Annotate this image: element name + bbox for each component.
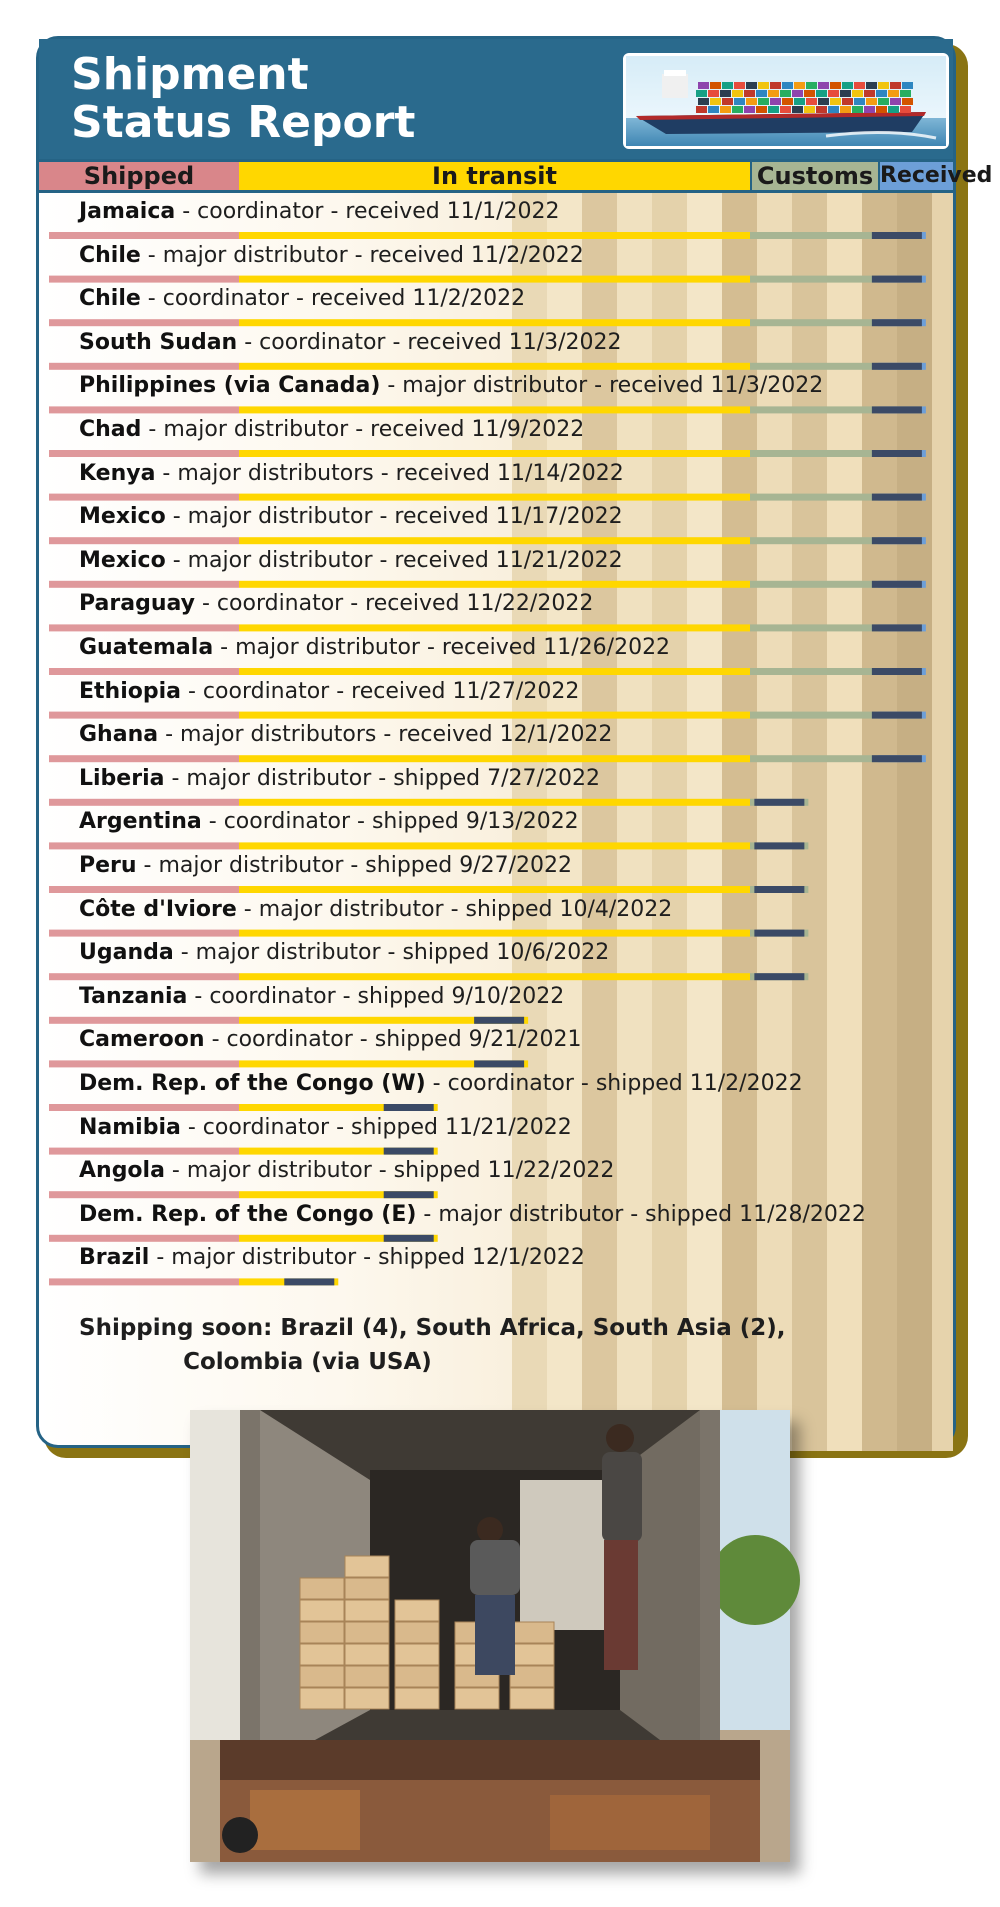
bar-position-marker	[284, 1278, 334, 1285]
bar-in-transit-segment	[239, 886, 750, 893]
cardboard-box	[395, 1688, 439, 1709]
bar-position-marker	[872, 755, 922, 762]
cardboard-box	[300, 1600, 344, 1621]
ship-container	[732, 90, 743, 97]
shipment-progress-bar	[49, 450, 926, 457]
shipment-row-label	[79, 1158, 614, 1183]
bar-customs-segment	[750, 537, 878, 544]
bar-position-marker	[384, 1148, 434, 1155]
bar-in-transit-segment	[239, 319, 750, 326]
ship-container	[900, 106, 911, 113]
shipment-progress-bar	[49, 319, 926, 326]
shipment-progress-bar	[49, 624, 926, 631]
bar-position-marker	[754, 930, 804, 937]
ship-container	[852, 106, 863, 113]
ship-container	[756, 90, 767, 97]
row-detail: - coordinator - shipped 9/13/2022	[201, 809, 579, 835]
shipment-row-label	[79, 199, 560, 224]
bar-customs-segment	[750, 668, 878, 675]
row-detail: - coordinator - shipped 9/21/2021	[204, 1027, 582, 1053]
ship-container	[710, 98, 721, 105]
row-detail: - coordinator - received 11/3/2022	[237, 329, 622, 355]
ship-container	[804, 90, 815, 97]
shipment-progress-bar	[49, 363, 926, 370]
bar-position-marker	[872, 232, 922, 239]
shipment-row-label	[79, 1115, 572, 1140]
shipment-progress-bar	[49, 1191, 438, 1198]
bar-position-marker	[754, 973, 804, 980]
row-detail: - major distributor - received 11/17/2022	[165, 504, 623, 530]
bar-position-marker	[872, 319, 922, 326]
bar-position-marker	[384, 1191, 434, 1198]
shipment-progress-bar	[49, 494, 926, 501]
cardboard-box	[510, 1622, 554, 1643]
cardboard-box	[345, 1688, 389, 1709]
shipment-row-label	[79, 766, 600, 791]
row-country: Mexico	[79, 547, 166, 573]
ship-container	[830, 98, 841, 105]
shipment-row-label	[79, 897, 672, 922]
bar-position-marker	[384, 1104, 434, 1111]
bar-shipped-segment	[49, 494, 239, 501]
shipment-row-label	[79, 373, 823, 398]
row-country: Kenya	[79, 460, 156, 486]
bar-in-transit-segment	[239, 799, 750, 806]
bar-in-transit-segment	[239, 406, 750, 413]
bar-in-transit-segment	[239, 624, 750, 631]
shipment-row-label	[79, 1245, 585, 1270]
shipment-row-label	[79, 591, 593, 616]
shipment-progress-bar	[49, 973, 808, 980]
bar-position-marker	[872, 363, 922, 370]
ship-container	[782, 82, 793, 89]
shipment-progress-bar	[49, 930, 808, 937]
shipment-progress-bar	[49, 1060, 528, 1067]
shipment-row-label	[79, 417, 584, 442]
ship-container	[722, 82, 733, 89]
cardboard-box	[300, 1622, 344, 1643]
cardboard-box	[395, 1666, 439, 1687]
ship-container	[708, 90, 719, 97]
ship-container	[900, 90, 911, 97]
shipment-row-label	[79, 809, 579, 834]
ship-container	[756, 106, 767, 113]
stage-header-row	[39, 159, 993, 193]
bar-customs-segment	[750, 406, 878, 413]
bar-shipped-segment	[49, 1191, 239, 1198]
bar-shipped-segment	[49, 319, 239, 326]
row-country: Chile	[79, 286, 141, 312]
bar-shipped-segment	[49, 406, 239, 413]
bar-in-transit-segment	[239, 232, 750, 239]
bar-customs-segment	[750, 319, 878, 326]
ship-container	[854, 98, 865, 105]
ship-container	[804, 106, 815, 113]
ship-container	[818, 98, 829, 105]
cardboard-box	[300, 1644, 344, 1665]
row-country: Uganda	[79, 940, 174, 966]
row-detail: - major distributor - received 11/9/2022	[141, 417, 585, 442]
bar-customs-segment	[750, 581, 878, 588]
shipment-row-label	[79, 1027, 581, 1052]
ship-container	[854, 82, 865, 89]
bar-shipped-segment	[49, 668, 239, 675]
ship-container	[780, 90, 791, 97]
bar-shipped-segment	[49, 1060, 239, 1067]
ship-container	[744, 90, 755, 97]
shipment-progress-bar	[49, 581, 926, 588]
cardboard-box	[510, 1666, 554, 1687]
truck-unloading-illustration	[190, 1410, 790, 1862]
bar-position-marker	[754, 842, 804, 849]
row-detail: - major distributor - shipped 10/4/2022	[236, 896, 673, 922]
ship-container	[840, 106, 851, 113]
report-card	[36, 36, 993, 1448]
bar-shipped-segment	[49, 930, 239, 937]
cardboard-box	[300, 1578, 344, 1599]
ship-container	[696, 90, 707, 97]
ship-container	[890, 98, 901, 105]
ship-container	[902, 98, 913, 105]
shipment-row-label	[79, 722, 612, 747]
ship-container	[864, 90, 875, 97]
row-detail: - coordinator - received 11/27/2022	[181, 678, 580, 704]
shipment-row-label	[79, 548, 623, 573]
cardboard-box	[510, 1688, 554, 1709]
bar-in-transit-segment	[239, 973, 750, 980]
row-detail: - major distributor - received 11/3/2022	[380, 373, 824, 399]
shipment-row-label	[79, 461, 624, 486]
bar-shipped-segment	[49, 1235, 239, 1242]
bar-shipped-segment	[49, 712, 239, 719]
row-detail: - major distributors - received 12/1/2022	[158, 722, 613, 748]
bar-position-marker	[872, 494, 922, 501]
bar-in-transit-segment	[239, 450, 750, 457]
row-country: South Sudan	[79, 329, 238, 355]
row-detail: - coordinator - shipped 11/21/2022	[180, 1114, 572, 1140]
bar-position-marker	[872, 712, 922, 719]
row-country: Philippines (via Canada)	[79, 373, 381, 399]
ship-container	[842, 98, 853, 105]
ship-container	[792, 90, 803, 97]
row-country: Cameroon	[79, 1027, 205, 1053]
row-country: Guatemala	[79, 635, 214, 660]
bar-in-transit-segment	[239, 494, 750, 501]
shipping-soon-note: Shipping soon: Brazil (4), South Africa, South Asia (2), Colombia (via USA)	[79, 1315, 786, 1375]
bar-shipped-segment	[49, 1017, 239, 1024]
row-detail: - major distributor - shipped 11/28/2022	[416, 1201, 866, 1227]
row-detail: - major distributor - received 11/26/2022	[213, 635, 671, 660]
ship-container	[734, 98, 745, 105]
row-detail: - major distributor - shipped 12/1/2022	[149, 1245, 585, 1271]
ship-container	[698, 82, 709, 89]
ship-container	[828, 106, 839, 113]
shipment-row-label	[79, 635, 670, 660]
ship-container	[902, 82, 913, 89]
bar-position-marker	[872, 581, 922, 588]
row-country: Angola	[79, 1158, 165, 1184]
row-country: Argentina	[79, 809, 202, 835]
shipment-row-label	[79, 1071, 803, 1096]
ship-container	[722, 98, 733, 105]
ship-container	[794, 98, 805, 105]
ship-container	[758, 98, 769, 105]
bar-customs-segment	[750, 755, 878, 762]
bar-in-transit-segment	[239, 668, 750, 675]
ship-container	[708, 106, 719, 113]
shipment-progress-bar	[49, 1017, 528, 1024]
bar-customs-segment	[750, 276, 878, 283]
row-country: Namibia	[79, 1114, 181, 1140]
shipment-progress-bar	[49, 232, 926, 239]
bar-customs-segment	[750, 363, 878, 370]
ship-container	[720, 90, 731, 97]
cardboard-box	[455, 1688, 499, 1709]
row-detail: - major distributor - shipped 9/27/2022	[136, 853, 573, 878]
bar-in-transit-segment	[239, 363, 750, 370]
bar-shipped-segment	[49, 755, 239, 762]
stage-customs-label: Customs	[750, 159, 878, 193]
ship-container	[734, 82, 745, 89]
ship-container	[864, 106, 875, 113]
shipment-row-label	[79, 984, 564, 1009]
bar-customs-segment	[750, 450, 878, 457]
row-country: Ghana	[79, 722, 159, 748]
bar-shipped-segment	[49, 1278, 239, 1285]
row-country: Peru	[79, 853, 137, 878]
ship-container	[770, 98, 781, 105]
shipment-row-label	[79, 504, 623, 529]
ship-container	[816, 106, 827, 113]
shipment-progress-bar	[49, 842, 808, 849]
bar-in-transit-segment	[239, 276, 750, 283]
bar-position-marker	[872, 624, 922, 631]
ship-container	[792, 106, 803, 113]
bar-shipped-segment	[49, 581, 239, 588]
container-ship-image	[623, 53, 949, 149]
row-country: Jamaica	[79, 199, 176, 224]
bar-shipped-segment	[49, 450, 239, 457]
ship-container	[746, 98, 757, 105]
row-country: Tanzania	[79, 983, 188, 1009]
shipment-row-label	[79, 1202, 866, 1227]
person-bending	[470, 1517, 520, 1675]
cardboard-box	[395, 1622, 439, 1643]
row-country: Chad	[79, 417, 142, 442]
stage-shipped-label: Shipped	[39, 159, 239, 193]
report-title: Shipment Status Report	[71, 49, 416, 148]
ship-container	[888, 106, 899, 113]
ship-container	[732, 106, 743, 113]
ship-container	[876, 90, 887, 97]
stage-received-label: Received	[878, 159, 953, 193]
shipment-progress-bar	[49, 668, 926, 675]
ship-container	[698, 98, 709, 105]
cardboard-box	[300, 1688, 344, 1709]
row-country: Mexico	[79, 504, 166, 530]
ship-container	[780, 106, 791, 113]
ship-container	[720, 106, 731, 113]
shipment-row-label	[79, 286, 525, 311]
bar-in-transit-segment	[239, 755, 750, 762]
row-detail: - major distributor - shipped 11/22/2022	[164, 1158, 615, 1184]
row-country: Côte d'Iviore	[79, 896, 237, 922]
ship-container	[828, 90, 839, 97]
truck-loading-photo	[190, 1410, 790, 1862]
row-country: Dem. Rep. of the Congo (E)	[79, 1201, 417, 1227]
row-detail: - major distributor - received 11/21/2022	[165, 547, 623, 573]
ship-container	[768, 90, 779, 97]
row-detail: - coordinator - received 11/2/2022	[140, 286, 526, 312]
ship-container	[866, 82, 877, 89]
ship-container	[840, 90, 851, 97]
cardboard-box	[395, 1644, 439, 1665]
bar-position-marker	[754, 799, 804, 806]
shipment-progress-bar	[49, 1104, 438, 1111]
cardboard-box	[395, 1600, 439, 1621]
bar-shipped-segment	[49, 624, 239, 631]
shipment-progress-bar	[49, 712, 926, 719]
row-detail: - major distributor - shipped 7/27/2022	[164, 765, 600, 791]
ship-container	[818, 82, 829, 89]
ship-container	[878, 98, 889, 105]
ship-container	[744, 106, 755, 113]
bar-shipped-segment	[49, 276, 239, 283]
shipment-progress-bar	[49, 886, 808, 893]
ship-container	[782, 98, 793, 105]
ship-container	[746, 82, 757, 89]
bar-position-marker	[754, 886, 804, 893]
cardboard-box	[345, 1556, 389, 1577]
bar-in-transit-segment	[239, 930, 750, 937]
bar-shipped-segment	[49, 973, 239, 980]
bar-customs-segment	[750, 712, 878, 719]
shipment-row-label	[79, 330, 622, 355]
ship-container	[816, 90, 827, 97]
shipment-progress-bar	[49, 276, 926, 283]
bar-position-marker	[872, 406, 922, 413]
shipment-progress-bar	[49, 1148, 438, 1155]
bar-position-marker	[384, 1235, 434, 1242]
stage-in-transit-label: In transit	[239, 159, 750, 193]
row-detail: - coordinator - received 11/1/2022	[175, 199, 560, 224]
bar-position-marker	[474, 1017, 524, 1024]
ship-container	[852, 90, 863, 97]
row-country: Brazil	[79, 1245, 150, 1271]
cardboard-box	[345, 1666, 389, 1687]
ship-container	[830, 82, 841, 89]
shipment-row-label	[79, 853, 572, 878]
shipment-row-label	[79, 940, 609, 965]
bar-customs-segment	[750, 232, 878, 239]
ship-container	[770, 82, 781, 89]
bar-position-marker	[872, 537, 922, 544]
row-country: Chile	[79, 242, 141, 268]
ship-container	[710, 82, 721, 89]
cardboard-box	[345, 1600, 389, 1621]
row-country: Dem. Rep. of the Congo (W)	[79, 1071, 426, 1096]
ship-container	[768, 106, 779, 113]
cardboard-box	[345, 1622, 389, 1643]
row-detail: - coordinator - shipped 11/2/2022	[425, 1071, 803, 1096]
ship-container	[878, 82, 889, 89]
bar-customs-segment	[750, 494, 878, 501]
ship-container	[888, 90, 899, 97]
row-detail: - coordinator - received 11/22/2022	[195, 591, 594, 617]
bar-position-marker	[872, 276, 922, 283]
ship-container	[890, 82, 901, 89]
ship-container	[696, 106, 707, 113]
bar-position-marker	[872, 450, 922, 457]
shipment-progress-bar	[49, 799, 808, 806]
bar-shipped-segment	[49, 842, 239, 849]
ship-container	[876, 106, 887, 113]
row-country: Paraguay	[79, 591, 195, 617]
ship-container	[806, 98, 817, 105]
shipment-progress-bar	[49, 755, 926, 762]
bar-in-transit-segment	[239, 712, 750, 719]
row-country: Liberia	[79, 765, 165, 791]
bar-position-marker	[474, 1060, 524, 1067]
bar-shipped-segment	[49, 1148, 239, 1155]
cardboard-box	[345, 1644, 389, 1665]
bar-shipped-segment	[49, 537, 239, 544]
container-ship-illustration	[626, 56, 946, 146]
row-country: Ethiopia	[79, 678, 181, 704]
bar-position-marker	[872, 668, 922, 675]
ship-container	[866, 98, 877, 105]
bar-shipped-segment	[49, 799, 239, 806]
bar-shipped-segment	[49, 886, 239, 893]
bar-customs-segment	[750, 624, 878, 631]
ship-container	[758, 82, 769, 89]
shipment-progress-bar	[49, 406, 926, 413]
ship-container	[842, 82, 853, 89]
cardboard-box	[510, 1644, 554, 1665]
person-standing	[602, 1424, 642, 1670]
row-detail: - coordinator - shipped 9/10/2022	[187, 983, 565, 1009]
shipment-row-label	[79, 243, 584, 268]
bar-in-transit-segment	[239, 842, 750, 849]
cardboard-box	[300, 1666, 344, 1687]
shipment-progress-bar	[49, 1278, 338, 1285]
bar-shipped-segment	[49, 232, 239, 239]
row-detail: - major distributor - received 11/2/2022	[140, 242, 584, 268]
report-header	[39, 39, 953, 159]
ship-container	[794, 82, 805, 89]
shipment-progress-bar	[49, 1235, 438, 1242]
bar-in-transit-segment	[239, 537, 750, 544]
shipment-row-label	[79, 679, 579, 704]
bar-in-transit-segment	[239, 581, 750, 588]
ship-container	[806, 82, 817, 89]
row-detail: - major distributors - received 11/14/2022	[155, 460, 624, 486]
cardboard-box	[345, 1578, 389, 1599]
bar-shipped-segment	[49, 1104, 239, 1111]
bar-shipped-segment	[49, 363, 239, 370]
shipment-progress-bar	[49, 537, 926, 544]
row-detail: - major distributor - shipped 10/6/2022	[173, 940, 610, 966]
